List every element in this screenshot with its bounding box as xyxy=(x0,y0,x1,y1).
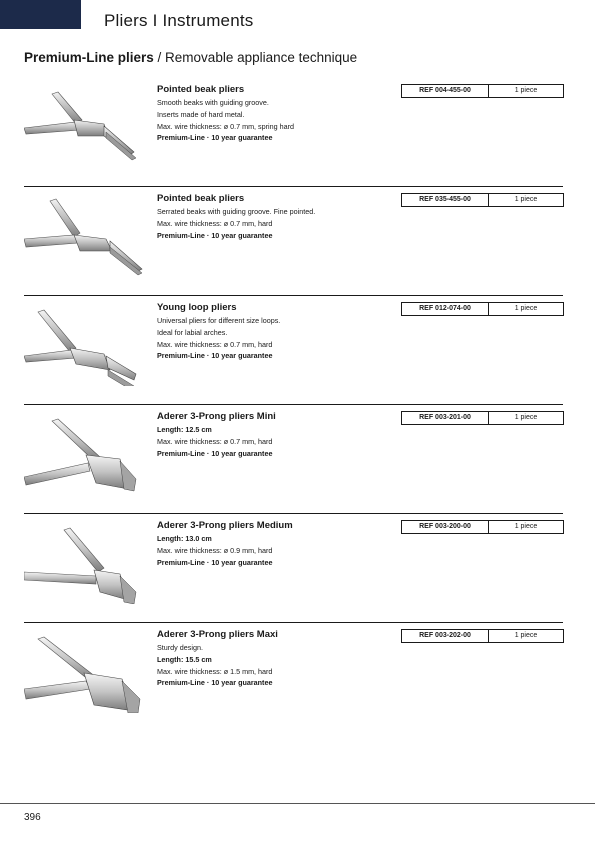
product-guarantee: Premium-Line · 10 year guarantee xyxy=(157,133,273,143)
product-row xyxy=(24,187,563,296)
product-length: Length: 13.0 cm xyxy=(157,534,212,543)
product-guarantee: Premium-Line · 10 year guarantee xyxy=(157,557,273,567)
ref-box xyxy=(401,629,564,643)
aderer-3-prong-pliers-mini-image xyxy=(24,409,149,495)
ref-code: REF 035-455-00 xyxy=(402,194,489,206)
ref-quantity: 1 piece xyxy=(514,196,538,203)
aderer-3-prong-pliers-maxi-image xyxy=(24,627,149,713)
section-title xyxy=(24,50,357,65)
product-desc: Serrated beaks with guiding groove. Fine pointed. xyxy=(157,207,316,216)
product-desc: Inserts made of hard metal. xyxy=(157,109,245,119)
ref-code: REF 003-201-00 xyxy=(402,412,489,424)
product-guarantee: Premium-Line · 10 year guarantee xyxy=(157,351,273,361)
footer-rule xyxy=(0,803,595,804)
product-row xyxy=(24,405,563,514)
product-info xyxy=(157,84,407,144)
product-row xyxy=(24,78,563,187)
product-info xyxy=(157,302,407,362)
product-name: Pointed beak pliers xyxy=(157,193,245,204)
header-color-tab xyxy=(0,0,81,29)
product-info xyxy=(157,520,407,568)
ref-box xyxy=(401,193,564,207)
ref-quantity: 1 piece xyxy=(514,305,538,312)
product-wire-thickness: Max. wire thickness: ø 1.5 mm, hard xyxy=(157,666,273,676)
product-desc: Ideal for labial arches. xyxy=(157,327,228,337)
product-desc: Smooth beaks with guiding groove. xyxy=(157,98,269,107)
product-row xyxy=(24,514,563,623)
product-guarantee: Premium-Line · 10 year guarantee xyxy=(157,448,273,458)
young-loop-pliers-image xyxy=(24,300,149,386)
product-info xyxy=(157,411,407,459)
product-desc: Universal pliers for different size loops. xyxy=(157,316,281,325)
product-name: Young loop pliers xyxy=(157,302,237,313)
page-number: 396 xyxy=(24,812,41,823)
ref-quantity: 1 piece xyxy=(514,523,538,530)
pointed-beak-pliers-image xyxy=(24,82,149,168)
product-guarantee: Premium-Line · 10 year guarantee xyxy=(157,230,273,240)
product-wire-thickness: Max. wire thickness: ø 0.7 mm, hard xyxy=(157,218,273,228)
ref-code: REF 003-200-00 xyxy=(402,521,489,533)
product-info xyxy=(157,193,407,241)
ref-code: REF 012-074-00 xyxy=(402,303,489,315)
product-info xyxy=(157,629,407,689)
product-length: Length: 15.5 cm xyxy=(157,654,212,664)
ref-quantity: 1 piece xyxy=(514,632,538,639)
product-name: Aderer 3-Prong pliers Maxi xyxy=(157,629,278,640)
ref-quantity: 1 piece xyxy=(514,414,538,421)
ref-box xyxy=(401,520,564,534)
page-header-title: Pliers I Instruments xyxy=(104,11,254,30)
product-row xyxy=(24,296,563,405)
product-desc: Sturdy design. xyxy=(157,643,203,652)
ref-code: REF 004-455-00 xyxy=(402,85,489,97)
aderer-3-prong-pliers-medium-image xyxy=(24,518,149,604)
product-name: Aderer 3-Prong pliers Mini xyxy=(157,411,276,422)
section-title-rest: / Removable appliance technique xyxy=(153,50,358,65)
product-wire-thickness: Max. wire thickness: ø 0.9 mm, hard xyxy=(157,545,273,555)
product-length: Length: 12.5 cm xyxy=(157,425,212,434)
ref-quantity: 1 piece xyxy=(514,87,538,94)
ref-code: REF 003-202-00 xyxy=(402,630,489,642)
product-wire-thickness: Max. wire thickness: ø 0.7 mm, spring hard xyxy=(157,121,295,131)
product-name: Pointed beak pliers xyxy=(157,84,245,95)
product-guarantee: Premium-Line · 10 year guarantee xyxy=(157,678,273,688)
product-name: Aderer 3-Prong pliers Medium xyxy=(157,520,293,531)
product-wire-thickness: Max. wire thickness: ø 0.7 mm, hard xyxy=(157,436,273,446)
section-title-bold: Premium-Line pliers xyxy=(24,50,154,65)
ref-box xyxy=(401,411,564,425)
product-row xyxy=(24,623,563,732)
ref-box xyxy=(401,84,564,98)
product-wire-thickness: Max. wire thickness: ø 0.7 mm, hard xyxy=(157,339,273,349)
ref-box xyxy=(401,302,564,316)
pointed-beak-pliers-serrated-image xyxy=(24,191,149,277)
